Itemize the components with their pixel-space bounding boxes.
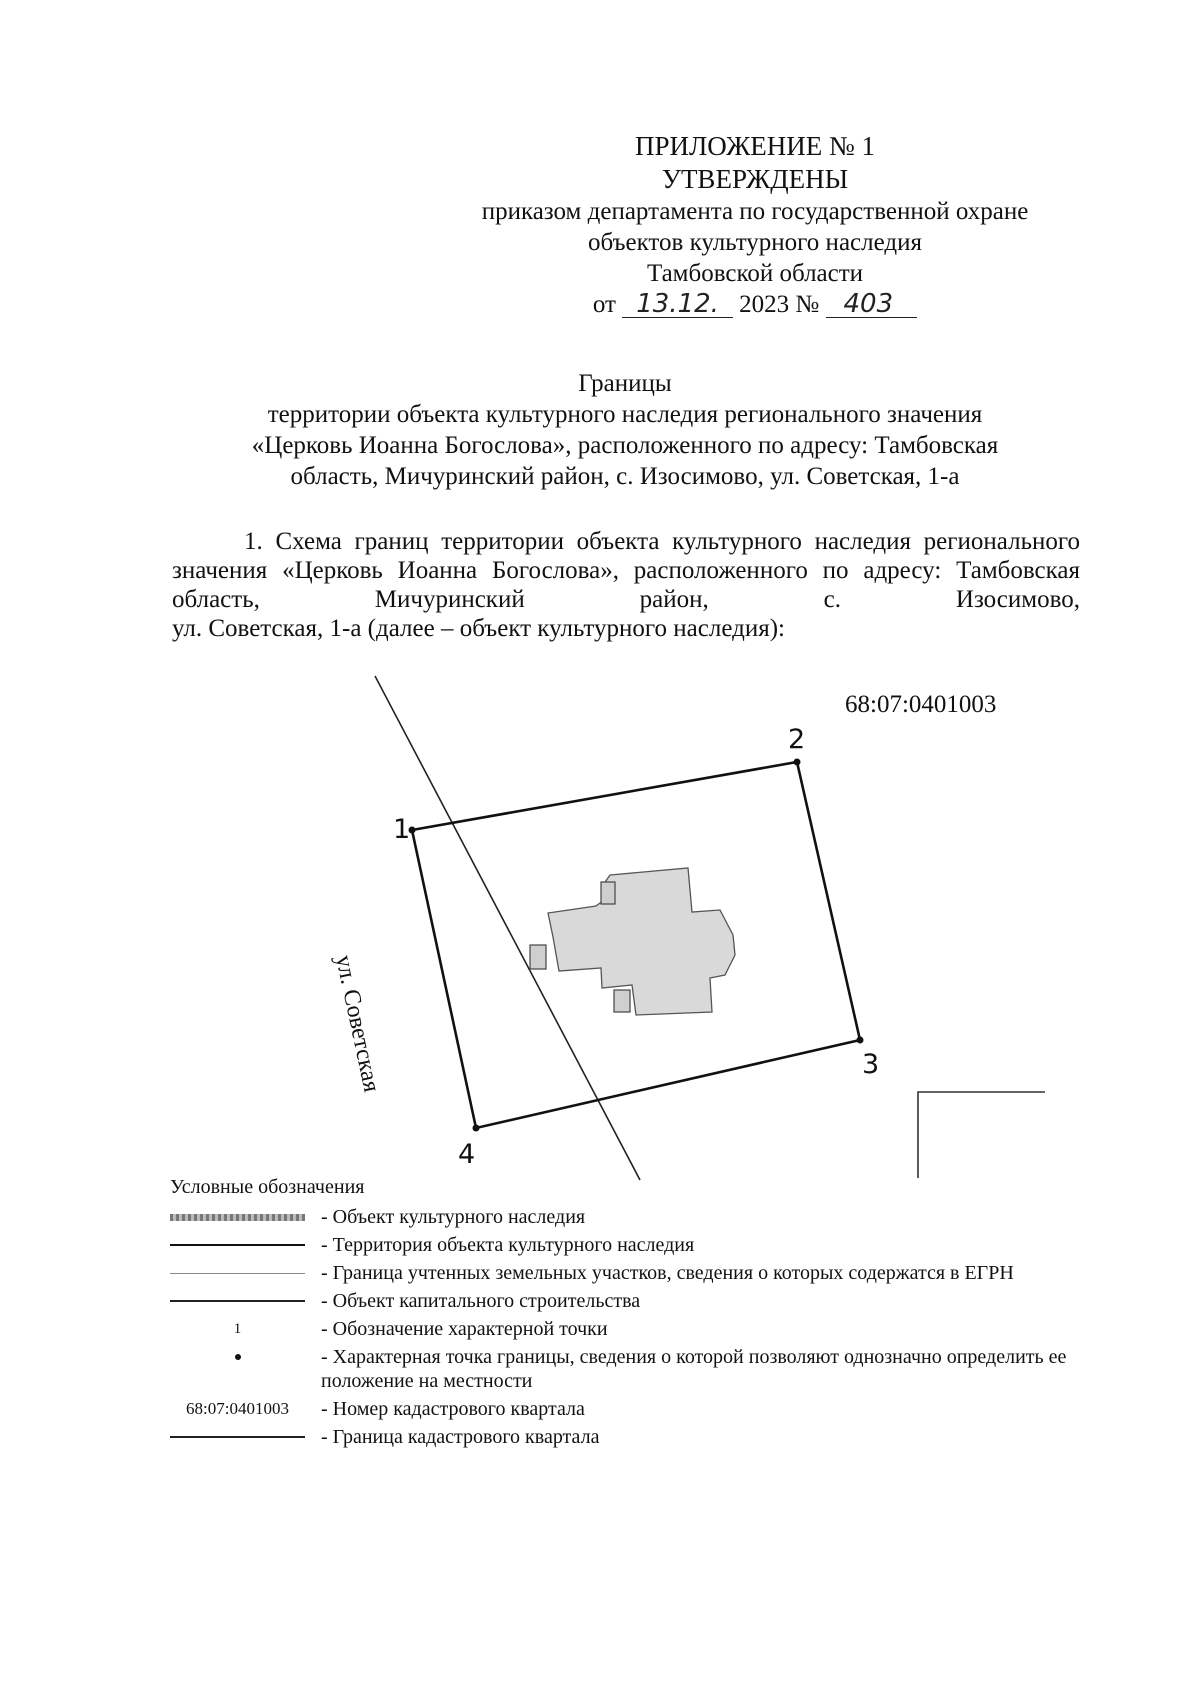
legend-text: - Обозначение характерной точки (321, 1318, 608, 1340)
title-line-1: территории объекта культурного наследия регионального значения (267, 401, 983, 428)
legend-text: - Номер кадастрового квартала (321, 1398, 585, 1420)
legend-item-heritage-object (170, 1205, 1100, 1229)
legend-text: - Граница кадастрового квартала (321, 1426, 600, 1448)
medium-line-symbol (170, 1425, 305, 1449)
point-1-label: 1 (393, 814, 411, 845)
legend-text: - Территория объекта культурного наследия (321, 1234, 695, 1256)
hatch-symbol (170, 1205, 305, 1229)
point-3-label: 3 (862, 1049, 880, 1080)
boundary-scheme (0, 660, 1200, 1200)
legend-title: Условные обозначения (170, 1176, 365, 1198)
appendix-label: ПРИЛОЖЕНИЕ № 1 (634, 131, 876, 161)
order-line-3: Тамбовской области (646, 260, 864, 287)
handwritten-number: 403 (826, 291, 918, 318)
legend-text: - Объект капитального строительства (321, 1290, 641, 1312)
cadastral-number-label: 68:07:0401003 (845, 691, 997, 718)
legend-item-capital-construction (170, 1289, 1100, 1313)
approved-label: УТВЕРЖДЕНЫ (661, 164, 849, 194)
point-4-dot (473, 1125, 480, 1132)
order-date-number (430, 289, 1080, 320)
legend-item-cadastral-boundary (170, 1425, 1100, 1449)
paragraph-main: 1. Схема границ территории объекта культурного наследия регионального значения «Церковь Иоанна Богослова», расположенного по адресу: Тамбовская область, Мичуринский район, с. Изосимово, (172, 528, 1080, 613)
legend-item-boundary-point (170, 1345, 1100, 1393)
date-prefix: от (592, 291, 616, 318)
neighbor-parcel-boundary (918, 1092, 1045, 1178)
legend-item-territory (170, 1233, 1100, 1257)
approval-header (430, 130, 1080, 320)
legend-item-cadastral-number (170, 1397, 1100, 1421)
title-line-3: область, Мичуринский район, с. Изосимово, ул. Советская, 1-а (290, 463, 960, 490)
legend-text: - Граница учтенных земельных участков, сведения о которых содержатся в ЕГРН (321, 1262, 1014, 1284)
order-line-2: объектов культурного наследия (588, 229, 922, 256)
title-line-2: «Церковь Иоанна Богослова», расположенного по адресу: Тамбовская (251, 432, 999, 459)
point-2-dot (794, 759, 801, 766)
title-heading: Границы (578, 370, 672, 397)
medium-line-symbol (170, 1289, 305, 1313)
point-2-label: 2 (788, 724, 806, 755)
handwritten-date: 13.12. (622, 291, 733, 318)
order-line-1: приказом департамента по государственной охране (481, 198, 1029, 225)
thin-line-symbol (170, 1261, 305, 1285)
scheme-paragraph (172, 527, 1080, 643)
number-symbol: 1 (233, 1321, 242, 1337)
legend-text: - Объект культурного наследия (321, 1206, 586, 1228)
church-building (530, 868, 735, 1015)
point-4-label: 4 (458, 1139, 476, 1170)
legend (170, 1175, 1100, 1453)
street-label: ул. Советская (330, 952, 385, 1095)
cadastral-number-symbol: 68:07:0401003 (186, 1399, 289, 1418)
document-title (160, 368, 1090, 492)
legend-item-point-designation (170, 1317, 1100, 1341)
point-3-dot (857, 1037, 864, 1044)
legend-text: - Характерная точка границы, сведения о которой позволяют однозначно определить ее положение на местности (321, 1346, 1067, 1392)
paragraph-last-line: ул. Советская, 1-а (далее – объект культурного наследия): (172, 615, 785, 642)
year-number-label: 2023 № (739, 291, 820, 318)
thick-line-symbol (170, 1233, 305, 1257)
legend-item-land-parcels (170, 1261, 1100, 1285)
dot-symbol (170, 1345, 305, 1369)
